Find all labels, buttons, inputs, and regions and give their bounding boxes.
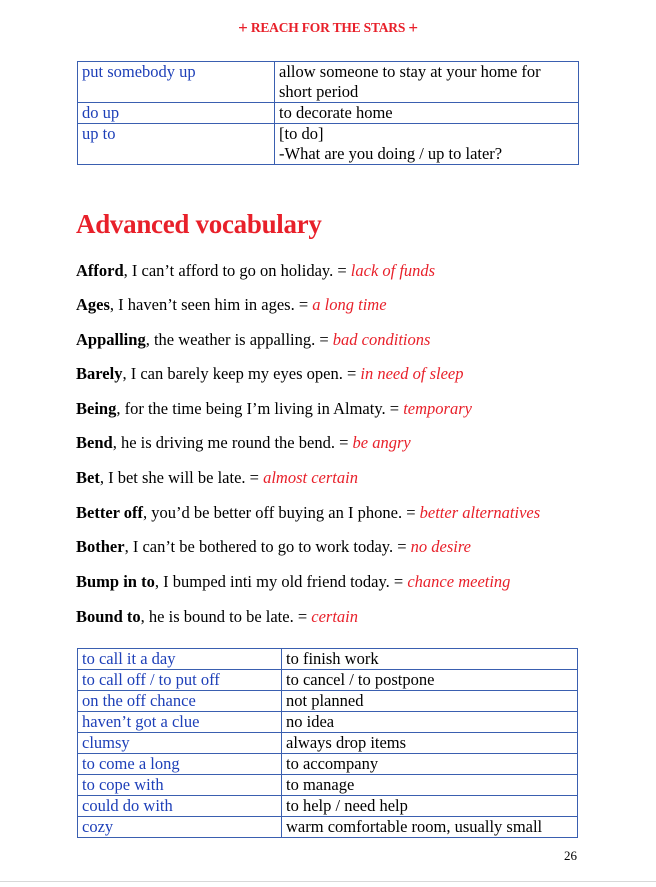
definition-cell xyxy=(275,103,579,124)
vocab-entry xyxy=(76,295,596,315)
vocab-sentence: , I can barely keep my eyes open. = xyxy=(122,364,361,383)
vocab-sentence: , for the time being I’m living in Almaty. = xyxy=(116,399,404,418)
table-row xyxy=(78,775,578,796)
definition-line: short period xyxy=(279,82,359,101)
term-cell: on the off chance xyxy=(78,691,282,712)
definition-cell: to manage xyxy=(282,775,578,796)
vocab-word: Afford xyxy=(76,261,124,280)
vocab-sentence: , I haven’t seen him in ages. = xyxy=(109,295,313,314)
term-cell: haven’t got a clue xyxy=(78,712,282,733)
header-title: REACH FOR THE STARS xyxy=(250,20,406,35)
term-cell: could do with xyxy=(78,796,282,817)
definition-cell xyxy=(275,124,579,165)
definition-cell: to cancel / to postpone xyxy=(282,670,578,691)
vocab-entry xyxy=(76,468,596,488)
definition-line: [to do] xyxy=(279,124,324,143)
definition-line: to decorate home xyxy=(279,103,393,122)
idioms-table xyxy=(77,648,578,838)
table-row xyxy=(78,754,578,775)
vocab-entry xyxy=(76,330,596,350)
section-title: Advanced vocabulary xyxy=(76,209,322,239)
definition-line: allow someone to stay at your home for xyxy=(279,62,541,81)
vocab-entry xyxy=(76,261,596,281)
vocab-meaning: in need of sleep xyxy=(360,364,464,383)
term-cell: to cope with xyxy=(78,775,282,796)
plus-icon: + xyxy=(238,18,248,37)
definition-cell: to accompany xyxy=(282,754,578,775)
vocab-word: Appalling xyxy=(76,330,146,349)
vocab-meaning: chance meeting xyxy=(407,572,511,591)
vocab-word: Ages xyxy=(76,295,110,314)
vocab-meaning: almost certain xyxy=(263,468,358,487)
vocab-word: Bound to xyxy=(76,607,141,626)
definition-cell: to help / need help xyxy=(282,796,578,817)
vocab-entry xyxy=(76,607,596,627)
term-cell: do up xyxy=(78,103,275,124)
phrasal-verbs-table xyxy=(77,61,579,165)
vocab-entry xyxy=(76,433,596,453)
page-number: 26 xyxy=(564,848,577,863)
vocab-meaning: temporary xyxy=(403,399,472,418)
definition-cell: to finish work xyxy=(282,649,578,670)
vocab-entry xyxy=(76,399,596,419)
vocab-word: Bend xyxy=(76,433,113,452)
table-row xyxy=(78,691,578,712)
definition-cell: warm comfortable room, usually small xyxy=(282,817,578,838)
definition-cell: no idea xyxy=(282,712,578,733)
table-row xyxy=(78,817,578,838)
running-header xyxy=(0,18,656,38)
vocab-sentence: , I bumped inti my old friend today. = xyxy=(154,572,408,591)
vocab-sentence: , I can’t be bothered to go to work today. = xyxy=(124,537,411,556)
vocab-word: Barely xyxy=(76,364,123,383)
term-cell: to call off / to put off xyxy=(78,670,282,691)
table-row xyxy=(78,796,578,817)
table-row xyxy=(78,103,579,124)
plus-icon: + xyxy=(408,18,418,37)
table-row xyxy=(78,670,578,691)
vocab-meaning: no desire xyxy=(410,537,471,556)
vocab-word: Bump in to xyxy=(76,572,155,591)
term-cell: cozy xyxy=(78,817,282,838)
vocab-word: Better off xyxy=(76,503,144,522)
term-cell: to call it a day xyxy=(78,649,282,670)
table-row xyxy=(78,124,579,165)
vocab-meaning: be angry xyxy=(352,433,411,452)
vocab-entry xyxy=(76,364,596,384)
vocab-meaning: certain xyxy=(311,607,359,626)
table-row xyxy=(78,62,579,103)
vocab-sentence: , I bet she will be late. = xyxy=(99,468,264,487)
vocab-meaning: bad conditions xyxy=(332,330,431,349)
vocab-word: Bet xyxy=(76,468,100,487)
table-row xyxy=(78,649,578,670)
definition-cell: not planned xyxy=(282,691,578,712)
vocab-sentence: , you’d be better off buying an I phone. = xyxy=(143,503,420,522)
term-cell: to come a long xyxy=(78,754,282,775)
vocab-word: Being xyxy=(76,399,117,418)
vocab-sentence: , the weather is appalling. = xyxy=(145,330,333,349)
vocab-entry xyxy=(76,537,596,557)
vocab-sentence: , he is driving me round the bend. = xyxy=(112,433,353,452)
table-row xyxy=(78,712,578,733)
term-cell: put somebody up xyxy=(78,62,275,103)
vocab-meaning: better alternatives xyxy=(419,503,541,522)
page-bottom-divider xyxy=(0,881,656,882)
vocab-entry xyxy=(76,572,596,592)
definition-cell xyxy=(275,62,579,103)
vocab-entry xyxy=(76,503,596,523)
term-cell: clumsy xyxy=(78,733,282,754)
vocab-word: Bother xyxy=(76,537,125,556)
definition-line: -What are you doing / up to later? xyxy=(279,144,503,163)
vocab-meaning: lack of funds xyxy=(350,261,436,280)
vocab-sentence: , he is bound to be late. = xyxy=(140,607,312,626)
vocab-meaning: a long time xyxy=(312,295,387,314)
table-row xyxy=(78,733,578,754)
definition-cell: always drop items xyxy=(282,733,578,754)
term-cell: up to xyxy=(78,124,275,165)
vocab-sentence: , I can’t afford to go on holiday. = xyxy=(123,261,351,280)
